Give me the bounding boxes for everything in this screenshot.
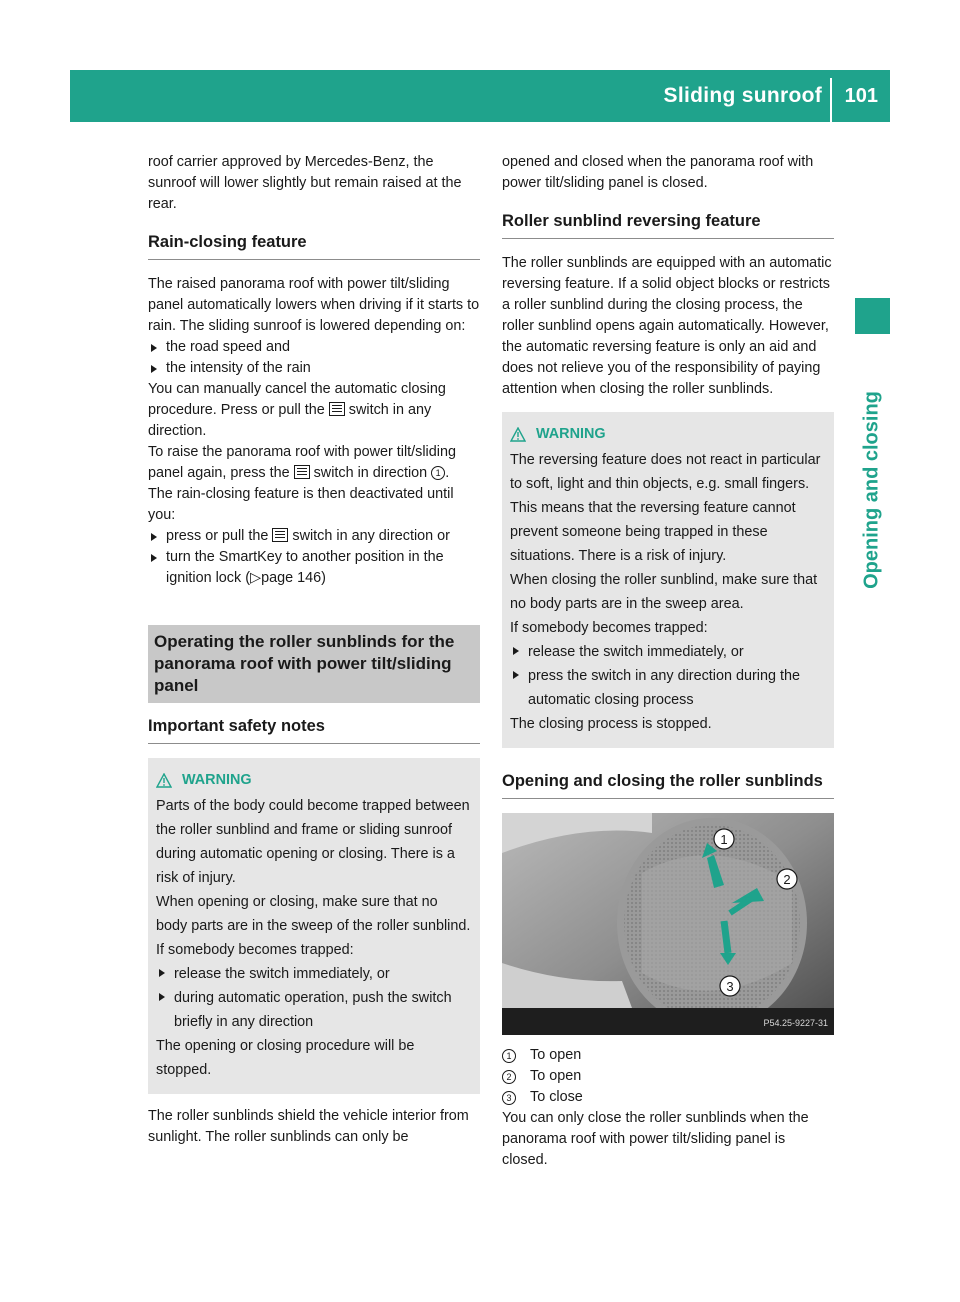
legend-row [502, 1087, 834, 1108]
text-span: switch in direction [313, 465, 428, 481]
warning-box [502, 412, 834, 748]
photo-marker-3: 3 [726, 979, 734, 994]
deactivated-paragraph: The rain-closing feature is then deactivated until you: [148, 486, 454, 523]
warning-text: The opening or closing procedure will be stopped. [156, 1038, 415, 1078]
photo-marker-1: 1 [720, 832, 728, 847]
intro-text: opened and closed when the panorama roof with power tilt/sliding panel is closed. [502, 154, 814, 191]
marker-1-icon: 1 [431, 466, 445, 480]
warning-text: When closing the roller sunblind, make sure that no body parts are in the sweep area. [510, 572, 818, 612]
list-item: release the switch immediately, or [156, 962, 472, 986]
header-divider [830, 78, 832, 122]
warning-text: If somebody becomes trapped: [156, 942, 354, 958]
right-column [502, 152, 834, 1171]
page-title: Sliding sunroof [663, 84, 822, 107]
list-item: press the switch in any direction during the automatic closing process [510, 664, 826, 712]
list-item [148, 526, 480, 547]
page-ref-arrow-icon: ▷ [249, 570, 262, 586]
warning-title [510, 422, 826, 446]
closing-note: You can only close the roller sunblinds when the panorama roof with power tilt/sliding panel is closed. [502, 1110, 809, 1168]
legend-text: To open [530, 1047, 582, 1063]
list-item: during automatic operation, push the switch briefly in any direction [156, 986, 472, 1034]
rain-closing-heading: Rain-closing feature [148, 231, 480, 260]
legend-row [502, 1045, 834, 1066]
section-title: Operating the roller sunblinds for the panorama roof with power tilt/sliding panel [148, 625, 480, 703]
switch-icon [272, 528, 288, 542]
left-column [148, 152, 480, 1148]
page-ref-link[interactable]: page 146) [261, 570, 326, 586]
switch-icon [294, 465, 310, 479]
cancel-paragraph [148, 379, 480, 442]
opening-heading: Opening and closing the roller sunblinds [502, 770, 834, 799]
reversing-paragraph: The roller sunblinds are equipped with an automatic reversing feature. If a solid object blocks or restricts a roller sunblind during the closing process, the roller sunblind opens again automatically. However, the automatic reversing feature is only an aid and does not relieve you of the responsibility of paying attention when closing the roller sunblinds. [502, 255, 832, 397]
text-span: switch in any direction or [292, 528, 450, 544]
page-number: 101 [844, 85, 878, 107]
text-span: You can manually cancel the automatic closing procedure. Press or pull the [148, 381, 446, 418]
safety-heading: Important safety notes [148, 715, 480, 744]
list-item: release the switch immediately, or [510, 640, 826, 664]
list-item: the intensity of the rain [148, 358, 480, 379]
rain-paragraph: The raised panorama roof with power tilt/sliding panel automatically lowers when driving if it starts to rain. The sliding sunroof is lowered depending on: [148, 276, 480, 334]
outro-text: The roller sunblinds shield the vehicle interior from sunlight. The roller sunblinds can only be [148, 1108, 469, 1145]
legend-number-icon: 3 [502, 1091, 516, 1105]
text-span: To raise the panorama roof with power tilt/sliding panel again, press the [148, 444, 456, 481]
raise-paragraph: To raise the panorama roof with power tilt/sliding panel again, press the switch in direction 1 . [148, 444, 456, 481]
text-span: switch in any direction. [148, 402, 432, 439]
warning-text: Parts of the body could become trapped between the roller sunblind and frame or sliding sunroof during automatic opening or closing. There is a risk of injury. [156, 798, 470, 886]
text-span: press or pull the [166, 528, 269, 544]
warning-text: The closing process is stopped. [510, 716, 712, 732]
warning-text: If somebody becomes trapped: [510, 620, 708, 636]
intro-text: roof carrier approved by Mercedes-Benz, the sunroof will lower slightly but remain raised at the rear. [148, 154, 462, 212]
side-chapter-label: Opening and closing [860, 391, 883, 589]
legend-number-icon: 2 [502, 1070, 516, 1084]
list-item: the road speed and [148, 337, 480, 358]
list-item [148, 547, 480, 589]
header-bar [70, 70, 890, 122]
reversing-heading: Roller sunblind reversing feature [502, 210, 834, 239]
legend-number-icon: 1 [502, 1049, 516, 1063]
text-span: turn the SmartKey to another position in the ignition lock ( [166, 549, 444, 586]
warning-label: WARNING [536, 426, 606, 442]
photo-marker-2: 2 [783, 872, 791, 887]
warning-box [148, 758, 480, 1094]
warning-title [156, 768, 472, 792]
photo-code: P54.25-9227-31 [763, 1018, 828, 1028]
warning-label: WARNING [182, 772, 252, 788]
legend-text: To close [530, 1089, 583, 1105]
warning-triangle-icon [156, 773, 172, 788]
switch-icon [329, 402, 345, 416]
warning-text: The reversing feature does not react in particular to soft, light and thin objects, e.g. small fingers. This means that the reversing feature cannot prevent someone being trapped in these situations. There is a risk of injury. [510, 452, 821, 564]
warning-text: When opening or closing, make sure that no body parts are in the sweep of the roller sunblind. [156, 894, 471, 934]
side-tab-marker [855, 298, 890, 334]
sunblind-switch-photo [502, 813, 834, 1035]
warning-triangle-icon [510, 427, 526, 442]
legend-text: To open [530, 1068, 582, 1084]
legend-row [502, 1066, 834, 1087]
